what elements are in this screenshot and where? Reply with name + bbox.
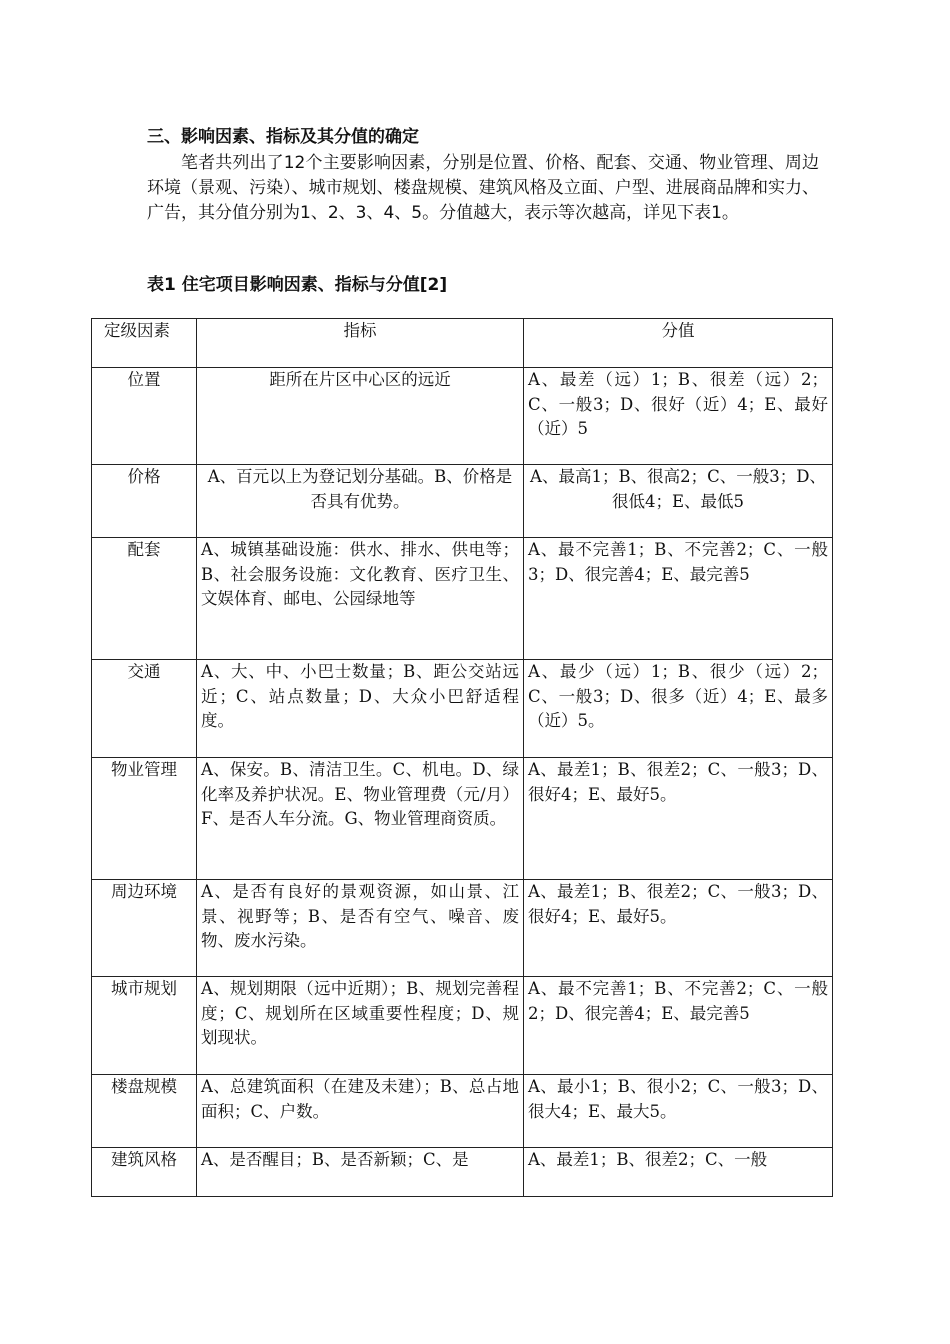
table-row	[92, 758, 833, 880]
score-cell: A、最少（远）1；B、很少（远）2；C、一般3；D、很多（近）4；E、最多（近）5。	[524, 660, 833, 758]
table-row	[92, 660, 833, 758]
indicator-cell: A、规划期限（远中近期）；B、规划完善程度；C、规划所在区域重要性程度；D、规划现状。	[197, 977, 524, 1075]
score-cell: A、最小1；B、很小2；C、一般3；D、很大4；E、最大5。	[524, 1075, 833, 1148]
score-cell: A、最高1；B、很高2；C、一般3；D、很低4；E、最低5	[524, 465, 833, 538]
factor-cell: 城市规划	[92, 977, 197, 1075]
table-row	[92, 368, 833, 465]
factor-cell: 位置	[92, 368, 197, 465]
score-cell: A、最差1；B、很差2；C、一般3；D、很好4；E、最好5。	[524, 880, 833, 977]
section-heading: 三、影响因素、指标及其分值的确定	[147, 127, 419, 147]
factor-cell: 价格	[92, 465, 197, 538]
factor-cell: 周边环境	[92, 880, 197, 977]
indicator-cell: A、是否醒目；B、是否新颖；C、是	[197, 1148, 524, 1197]
score-cell: A、最不完善1；B、不完善2；C、一般3；D、很完善4；E、最完善5	[524, 538, 833, 660]
factor-cell: 楼盘规模	[92, 1075, 197, 1148]
table-row	[92, 538, 833, 660]
paragraph-text: 笔者共列出了12个主要影响因素，分别是位置、价格、配套、交通、物业管理、周边环境（景观、污染）、城市规划、楼盘规模、建筑风格及立面、户型、进展商品牌和实力、广告，其分值分别为1、2、3、4、5。分值越大，表示等次越高，详见下表1。	[147, 153, 819, 223]
score-cell: A、最不完善1；B、不完善2；C、一般2；D、很完善4；E、最完善5	[524, 977, 833, 1075]
factor-table	[91, 318, 833, 1197]
factor-cell: 建筑风格	[92, 1148, 197, 1197]
score-cell: A、最差1；B、很差2；C、一般	[524, 1148, 833, 1197]
indicator-cell: A、是否有良好的景观资源，如山景、江景、视野等；B、是否有空气、噪音、废物、废水污染。	[197, 880, 524, 977]
score-cell: A、最差（远）1；B、很差（远）2；C、一般3；D、很好（近）4；E、最好（近）5	[524, 368, 833, 465]
indicator-cell: A、总建筑面积（在建及未建）；B、总占地面积；C、户数。	[197, 1075, 524, 1148]
table-row	[92, 977, 833, 1075]
table-row	[92, 880, 833, 977]
indicator-cell: A、大、中、小巴士数量；B、距公交站远近；C、站点数量；D、大众小巴舒适程度。	[197, 660, 524, 758]
indicator-cell: A、百元以上为登记划分基础。B、价格是否具有优势。	[197, 465, 524, 538]
indicator-cell: A、城镇基础设施：供水、排水、供电等；B、社会服务设施：文化教育、医疗卫生、文娱体育、邮电、公园绿地等	[197, 538, 524, 660]
table-caption: 表1 住宅项目影响因素、指标与分值[2]	[147, 275, 448, 295]
section-paragraph	[147, 151, 819, 226]
table-row	[92, 1075, 833, 1148]
factor-cell: 物业管理	[92, 758, 197, 880]
table-row	[92, 1148, 833, 1197]
header-indicator: 指标	[197, 319, 524, 368]
table-header-row	[92, 319, 833, 368]
header-score: 分值	[524, 319, 833, 368]
table-row	[92, 465, 833, 538]
header-factor: 定级因素	[92, 319, 197, 368]
factor-cell: 配套	[92, 538, 197, 660]
indicator-cell: A、保安。B、清洁卫生。C、机电。D、绿化率及养护状况。E、物业管理费（元/月）F、是否人车分流。G、物业管理商资质。	[197, 758, 524, 880]
indicator-cell: 距所在片区中心区的远近	[197, 368, 524, 465]
score-cell: A、最差1；B、很差2；C、一般3；D、很好4；E、最好5。	[524, 758, 833, 880]
factor-cell: 交通	[92, 660, 197, 758]
